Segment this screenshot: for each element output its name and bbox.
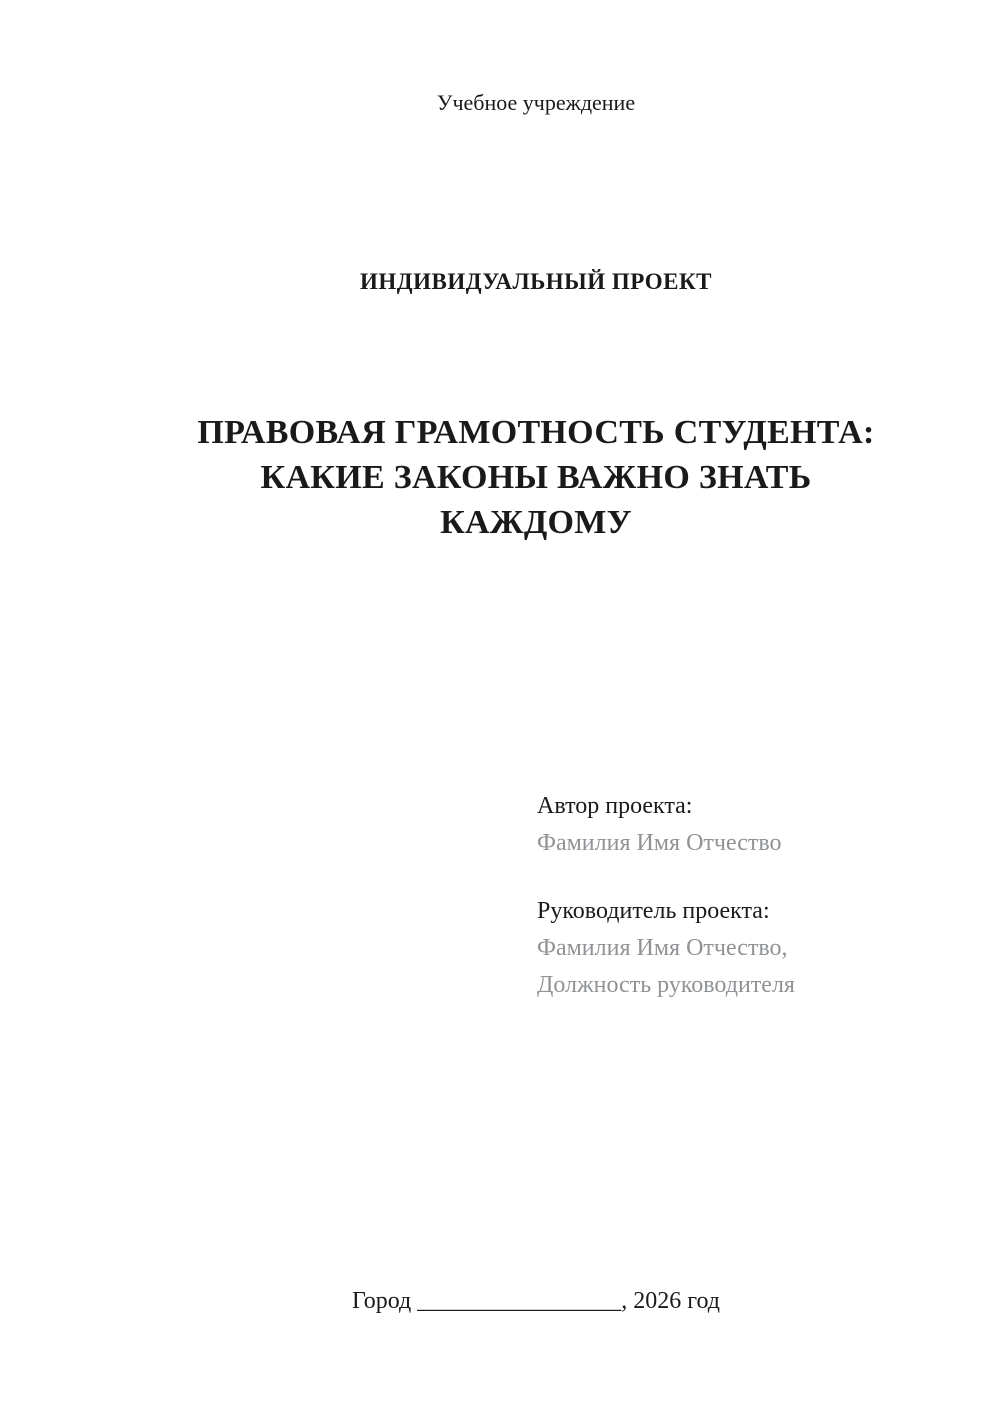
supervisor-block xyxy=(537,893,795,1004)
supervisor-name-placeholder: Фамилия Имя Отчество, xyxy=(537,935,788,961)
city-year-line: Город _________________, 2026 год xyxy=(351,1288,721,1314)
credits-section xyxy=(537,788,795,1004)
project-title xyxy=(143,410,929,545)
project-title-line-2: КАКИЕ ЗАКОНЫ ВАЖНО ЗНАТЬ xyxy=(260,459,812,496)
project-title-line-3: КАЖДОМУ xyxy=(440,504,632,541)
author-label: Автор проекта: xyxy=(537,793,693,819)
institution-name: Учебное учреждение xyxy=(436,90,636,115)
project-title-line-1: ПРАВОВАЯ ГРАМОТНОСТЬ СТУДЕНТА: xyxy=(197,414,875,451)
supervisor-position-placeholder: Должность руководителя xyxy=(537,972,795,998)
supervisor-label: Руководитель проекта: xyxy=(537,898,770,924)
author-name-placeholder: Фамилия Имя Отчество xyxy=(537,830,782,856)
project-type-heading: ИНДИВИДУАЛЬНЫЙ ПРОЕКТ xyxy=(360,269,712,294)
author-block xyxy=(537,788,795,862)
